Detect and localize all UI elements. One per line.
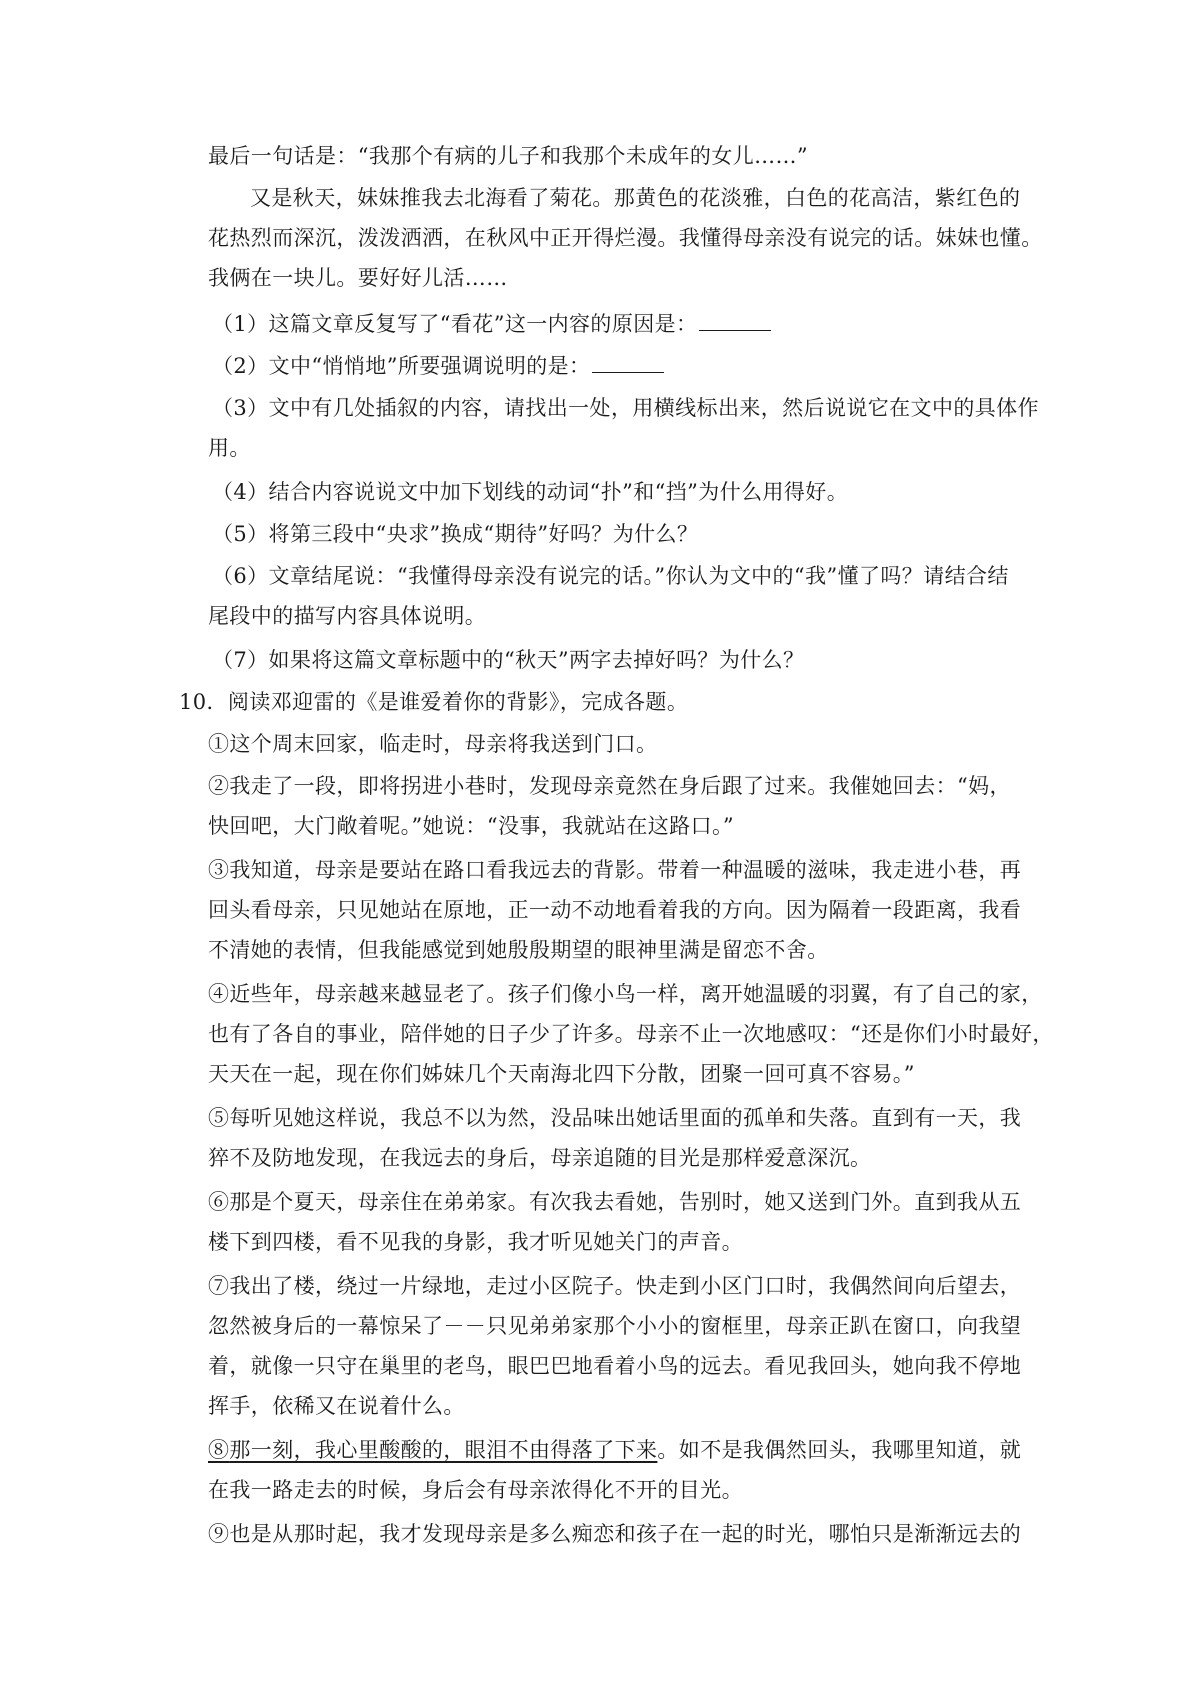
- question-3: （3）文中有几处插叙的内容，请找出一处，用横线标出来，然后说说它在文中的具体作: [212, 396, 1039, 420]
- answer-blank[interactable]: [592, 354, 664, 373]
- story-line: 又是秋天，妹妹推我去北海看了菊花。那黄色的花淡雅，白色的花高洁，紫红色的: [250, 186, 1021, 210]
- paragraph-7-cont: 忽然被身后的一幕惊呆了－－只见弟弟家那个小小的窗框里，母亲正趴在窗口，向我望: [208, 1314, 1022, 1338]
- question-7: （7）如果将这篇文章标题中的“秋天”两字去掉好吗？为什么？: [212, 648, 805, 672]
- paragraph-4: ④近些年，母亲越来越显老了。孩子们像小鸟一样，离开她温暖的羽翼，有了自己的家，: [208, 982, 1043, 1006]
- question-6-cont: 尾段中的描写内容具体说明。: [208, 604, 487, 628]
- question-2: [212, 352, 664, 380]
- paragraph-6: ⑥那是个夏天，母亲住在弟弟家。有次我去看她，告别时，她又送到门外。直到我从五: [208, 1190, 1022, 1214]
- paragraph-1: ①这个周末回家，临走时，母亲将我送到门口。: [208, 732, 658, 756]
- question-text: （2）文中“悄悄地”所要强调说明的是：: [212, 354, 591, 378]
- paragraph-5-cont: 猝不及防地发现，在我远去的身后，母亲追随的目光是那样爱意深沉。: [208, 1146, 872, 1170]
- paragraph-2-cont: 快回吧，大门敞着呢。”她说：“没事，我就站在这路口。”: [208, 814, 735, 838]
- question-3-cont: 用。: [208, 436, 251, 460]
- answer-blank[interactable]: [699, 312, 771, 331]
- paragraph-3-cont: 不清她的表情，但我能感觉到她殷殷期望的眼神里满是留恋不舍。: [208, 938, 829, 962]
- paragraph-7: ⑦我出了楼，绕过一片绿地，走过小区院子。快走到小区门口时，我偶然间向后望去，: [208, 1274, 1022, 1298]
- paragraph-3: ③我知道，母亲是要站在路口看我远去的背影。带着一种温暖的滋味，我走进小巷，再: [208, 858, 1022, 882]
- story-line: 我俩在一块儿。要好好儿活……: [208, 266, 508, 290]
- paragraph-4-cont: 天天在一起，现在你们姊妹几个天南海北四下分散，团聚一回可真不容易。”: [208, 1062, 915, 1086]
- paragraph-2: ②我走了一段，即将拐进小巷时，发现母亲竟然在身后跟了过来。我催她回去：“妈，: [208, 774, 1011, 798]
- paragraph-7-cont: 挥手，依稀又在说着什么。: [208, 1394, 465, 1418]
- paragraph-6-cont: 楼下到四楼，看不见我的身影，我才听见她关门的声音。: [208, 1230, 743, 1254]
- paragraph-8-text: 。如不是我偶然回头，我哪里知道，就: [657, 1438, 1022, 1462]
- question-4: （4）结合内容说说文中加下划线的动词“扑”和“挡”为什么用得好。: [212, 480, 849, 504]
- question-5: （5）将第三段中“央求”换成“期待”好吗？为什么？: [212, 522, 699, 546]
- story-line: 花热烈而深沉，泼泼洒洒，在秋风中正开得烂漫。我懂得母亲没有说完的话。妹妹也懂。: [208, 226, 1043, 250]
- paragraph-8: [208, 1436, 1021, 1464]
- paragraph-5: ⑤每听见她这样说，我总不以为然，没品味出她话里面的孤单和失落。直到有一天，我: [208, 1106, 1022, 1130]
- paragraph-4-cont: 也有了各自的事业，陪伴她的日子少了许多。母亲不止一次地感叹：“还是你们小时最好，: [208, 1022, 1054, 1046]
- paragraph-8-number: ⑧: [208, 1438, 230, 1462]
- paragraph-7-cont: 着，就像一只守在巢里的老鸟，眼巴巴地看着小鸟的远去。看见我回头，她向我不停地: [208, 1354, 1022, 1378]
- paragraph-3-cont: 回头看母亲，只见她站在原地，正一动不动地看着我的方向。因为隔着一段距离，我看: [208, 898, 1022, 922]
- question-6: （6）文章结尾说：“我懂得母亲没有说完的话。”你认为文中的“我”懂了吗？请结合结: [212, 564, 1009, 588]
- question-text: （1）这篇文章反复写了“看花”这一内容的原因是：: [212, 312, 698, 336]
- underlined-sentence: 那一刻，我心里酸酸的，眼泪不由得落了下来: [229, 1438, 658, 1462]
- paragraph-9: ⑨也是从那时起，我才发现母亲是多么痴恋和孩子在一起的时光，哪怕只是渐渐远去的: [208, 1522, 1022, 1546]
- question-1: [212, 310, 771, 338]
- story-line: 最后一句话是：“我那个有病的儿子和我那个未成年的女儿……”: [208, 144, 809, 168]
- paragraph-8-cont: 在我一路走去的时候，身后会有母亲浓得化不开的目光。: [208, 1478, 743, 1502]
- question-10-heading: 10．阅读邓迎雷的《是谁爱着你的背影》，完成各题。: [179, 690, 689, 714]
